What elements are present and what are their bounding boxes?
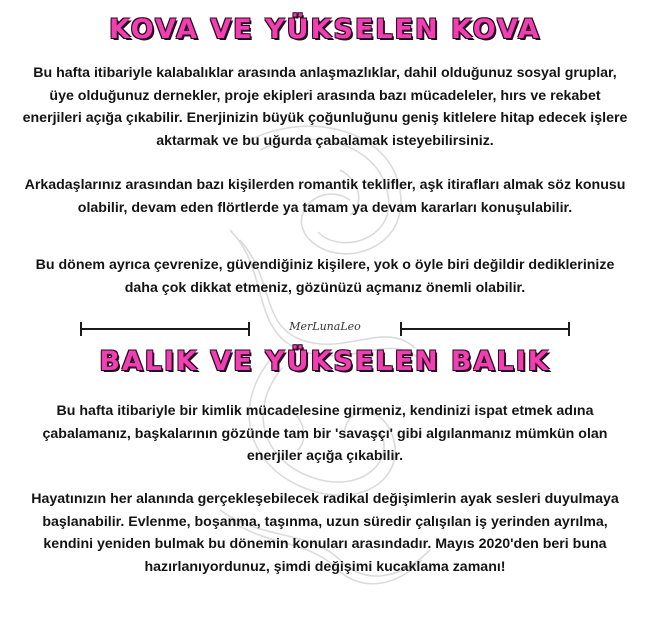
- divider-cap: [400, 322, 402, 336]
- kova-paragraph-1: Bu hafta itibariyle kalabalıklar arasında anlaşmazlıklar, dahil olduğunuz sosyal gruplar, üye olduğunuz dernekler, proje ekipleri arasında bazı mücadeleler, hırs ve rekabet enerjileri açığa çıkabilir. Enerjinizin büyük çoğunluğunu geniş kitlelere hitap edecek işlere aktarmak ve bu uğurda çabalamak isteyebilirsiniz.: [22, 65, 628, 149]
- kova-paragraph-2: Arkadaşlarınız arasından bazı kişilerden romantik teklifler, aşk itirafları almak söz konusu olabilir, devam eden flörtlerde ya tamam ya devam kararları konuşulabilir.: [24, 177, 626, 216]
- kova-paragraph-3: Bu dönem ayrıca çevrenize, güvendiğiniz kişilere, yok o öyle biri değildir dediklerinize daha çok dikkat etmeniz, gözünüzü açmanız önemli olabilir.: [35, 257, 615, 296]
- balik-paragraph-1: Bu hafta itibariyle bir kimlik mücadelesine girmeniz, kendinizi ispat etmek adına çabalamanız, başkalarının gözünde tam bir 'savaşçı' gibi algılanmanız mümkün olan enerjiler açığa çıkabilir.: [42, 403, 608, 464]
- balik-paragraph-2: Hayatınızın her alanında gerçekleşebilecek radikal değişimlerin ayak sesleri duyulmaya başlanabilir. Evlenme, boşanma, taşınma, uzun süredir çalışılan iş yerinden ayrılma, kendini yeniden bulmak bu dönemin konuları arasındadır. Mayıs 2020'den beri buna hazırlanıyordunuz, şimdi değişimi kucaklama zamanı!: [31, 491, 619, 575]
- signature-text: MerLunaLeo: [289, 320, 361, 333]
- divider-cap: [80, 322, 82, 336]
- divider-line-right: [400, 328, 570, 330]
- divider-line-left: [80, 328, 250, 330]
- divider-cap: [568, 322, 570, 336]
- section-title-balik: BALIK VE YÜKSELEN BALIK: [99, 346, 551, 377]
- section-title-kova: KOVA VE YÜKSELEN KOVA: [109, 14, 541, 45]
